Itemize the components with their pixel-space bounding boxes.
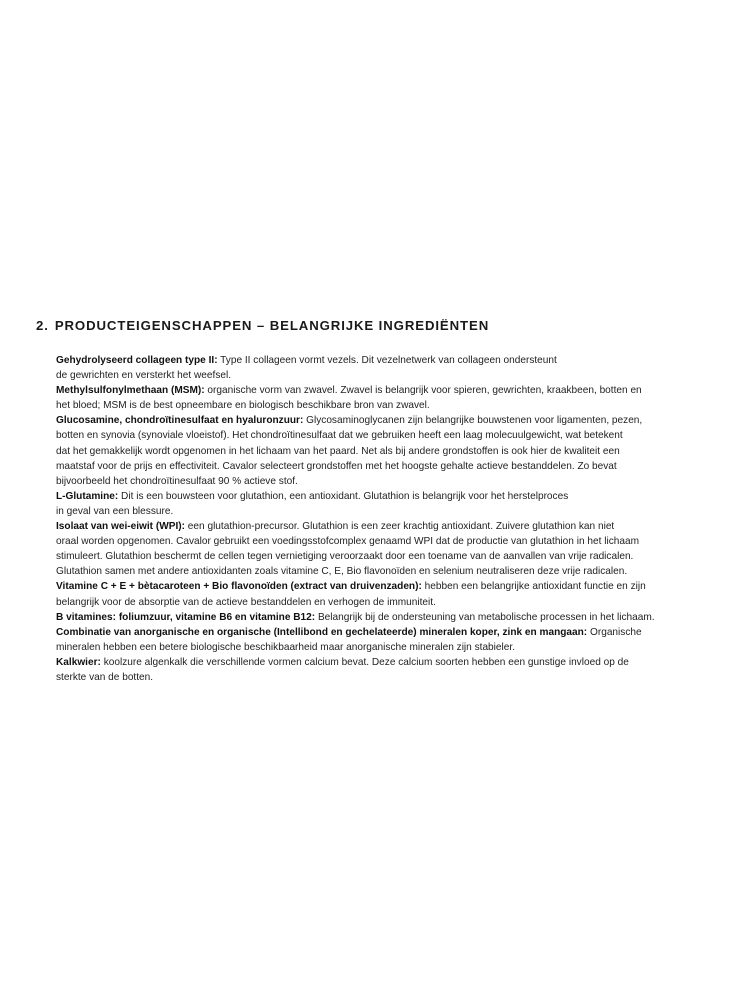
ingredient-paragraph [56,655,690,685]
paragraph-line [56,564,690,579]
ingredient-paragraph [56,489,690,519]
ingredient-term: Isolaat van wei-eiwit (WPI): [56,521,185,533]
ingredient-paragraph [56,625,690,655]
ingredient-list [56,353,690,685]
paragraph-line [56,549,690,564]
ingredient-description: hebben een belangrijke antioxidant functie en zijn [421,581,646,593]
paragraph-line [56,610,690,625]
paragraph-line [56,368,690,383]
ingredient-description: Dit is een bouwsteen voor glutathion, een antioxidant. Glutathion is belangrijk voor het herstelproces [118,490,569,502]
paragraph-line [56,398,690,413]
ingredient-term: Combinatie van anorganische en organische (Intellibond en gechelateerde) mineralen koper, zink en mangaan: [56,626,588,638]
ingredient-description: sterkte van de botten. [56,671,154,683]
ingredient-paragraph [56,579,690,609]
ingredient-term: Glucosamine, chondroïtinesulfaat en hyaluronzuur: [56,415,304,427]
paragraph-line [56,428,690,443]
ingredient-description: mineralen hebben een betere biologische beschikbaarheid maar anorganische mineralen zijn stabieler. [56,641,515,653]
paragraph-line [56,534,690,549]
ingredient-term: L-Glutamine: [56,490,119,502]
paragraph-line [56,413,690,428]
paragraph-line [56,655,690,670]
paragraph-line [56,459,690,474]
ingredient-description: Type II collageen vormt vezels. Dit vezelnetwerk van collageen ondersteunt [217,355,557,366]
ingredient-term: Kalkwier: [56,656,101,668]
paragraph-line [56,579,690,594]
ingredient-term: Methylsulfonylmethaan (MSM): [56,385,205,397]
paragraph-line [56,474,690,489]
section-number: 2. [36,318,49,333]
paragraph-line [56,383,690,398]
paragraph-line [56,504,690,519]
ingredient-description: de gewrichten en versterkt het weefsel. [56,370,232,382]
ingredient-paragraph [56,383,690,413]
ingredient-description: een glutathion-precursor. Glutathion is een zeer krachtig antioxidant. Zuivere glutathion kan niet [185,521,615,533]
ingredient-description: Glutathion samen met andere antioxidanten zoals vitamine C, E, Bio flavonoïden en selenium neutraliseren deze vrije radicalen. [56,566,628,578]
ingredient-description: belangrijk voor de absorptie van de actieve bestanddelen en verhogen de immuniteit. [56,596,436,608]
section-title: PRODUCTEIGENSCHAPPEN – BELANGRIJKE INGREDIËNTEN [54,318,490,333]
ingredient-description: botten en synovia (synoviale vloeistof). Het chondroïtinesulfaat dat we gebruiken heeft een laag molecuulgewicht, wat betekent [56,430,623,442]
ingredient-description: oraal worden opgenomen. Cavalor gebruikt een voedingsstofcomplex genaamd WPI dat de productie van glutathion in het lichaam [56,536,639,548]
paragraph-line [56,489,690,504]
ingredient-term: Gehydrolyseerd collageen type II: [56,355,218,366]
paragraph-line [56,353,690,368]
ingredient-description: Belangrijk bij de ondersteuning van metabolische processen in het lichaam. [315,611,655,623]
ingredient-description: bijvoorbeeld het chondroïtinesulfaat 90 % actieve stof. [56,475,298,487]
paragraph-line [56,595,690,610]
ingredient-paragraph [56,413,690,488]
paragraph-line [56,625,690,640]
ingredient-description: organische vorm van zwavel. Zwavel is belangrijk voor spieren, gewrichten, kraakbeen, botten en [204,385,642,397]
paragraph-line [56,670,690,685]
ingredient-paragraph [56,519,690,579]
ingredient-description: maatstaf voor de prijs en effectiviteit. Cavalor selecteert grondstoffen met het hoogste gehalte actieve bestanddelen. Zo bevat [56,460,617,472]
section-heading [36,318,489,333]
ingredient-paragraph [56,610,690,625]
ingredient-term: B vitamines: foliumzuur, vitamine B6 en vitamine B12: [56,611,316,623]
ingredient-paragraph [56,353,690,383]
ingredient-description: dat het gemakkelijk wordt opgenomen in het lichaam van het paard. Net als bij andere grondstoffen is ook hier de kwaliteit een [56,445,620,457]
ingredient-description: Organische [587,626,642,638]
ingredient-description: het bloed; MSM is de best opneembare en biologisch beschikbare bron van zwavel. [56,400,430,412]
ingredient-description: stimuleert. Glutathion beschermt de cellen tegen vernietiging veroorzaakt door een toename van de aanvallen van vrije radicalen. [56,551,634,563]
ingredient-description: in geval van een blessure. [56,505,174,517]
ingredient-description: koolzure algenkalk die verschillende vormen calcium bevat. Deze calcium soorten hebben een gunstige invloed op de [100,656,629,668]
paragraph-line [56,519,690,534]
paragraph-line [56,444,690,459]
ingredient-term: Vitamine C + E + bètacaroteen + Bio flavonoïden (extract van druivenzaden): [56,581,422,593]
ingredient-description: Glycosaminoglycanen zijn belangrijke bouwstenen voor ligamenten, pezen, [303,415,643,427]
paragraph-line [56,640,690,655]
